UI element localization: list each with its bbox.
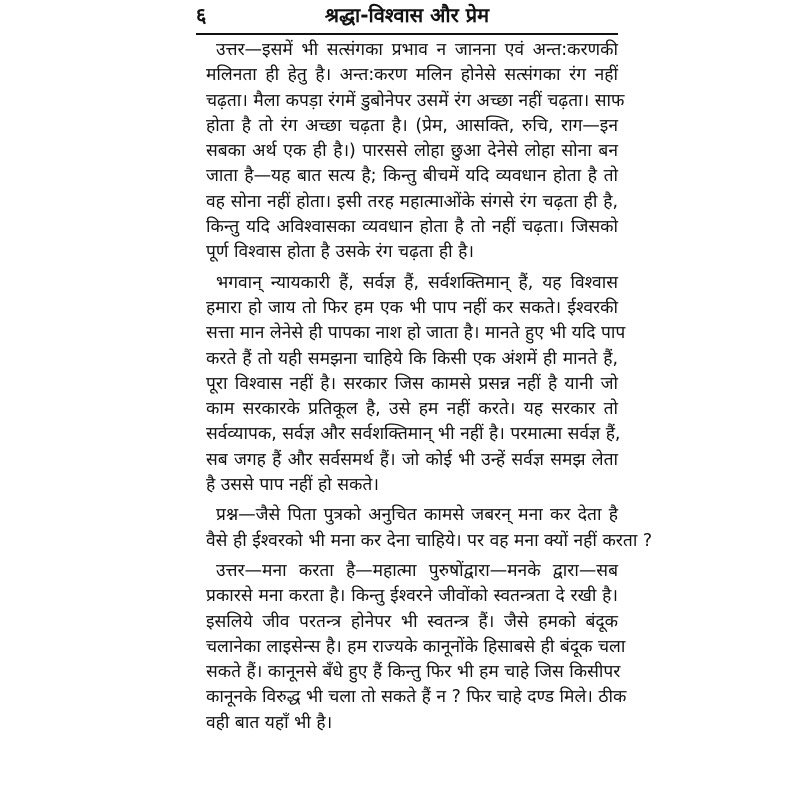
- text-line: सब जगह हैं और सर्वसमर्थ हैं। जो कोई भी उन्हें सर्वज्ञ समझ लेता: [206, 449, 618, 470]
- body-text: [196, 38, 653, 741]
- text-line: मलिनता ही हेतु है। अन्त:करण मलिन होनेसे सत्संगका रंग नहीं: [206, 65, 618, 86]
- text-line: उत्तर—मना करता है—महात्मा पुरुषोंद्वारा—मनके द्वारा—सब: [216, 560, 618, 581]
- text-line: करते हैं तो यही समझना चाहिये कि किसी एक अंशमें ही मानते हैं,: [206, 348, 618, 369]
- text-line: सकते हैं। कानूनसे बँधे हुए हैं किन्तु फिर भी हम चाहे जिस किसीपर: [206, 662, 621, 683]
- text-line: प्रश्न—जैसे पिता पुत्रको अनुचित कामसे जबरन् मना कर देता है: [216, 505, 618, 526]
- header-divider: [196, 33, 618, 35]
- text-line: इसलिये जीव परतन्त्र होनेपर भी स्वतन्त्र हैं। जैसे हमको बंदूक: [206, 611, 618, 632]
- paragraph-answer-1: [196, 38, 625, 266]
- text-line: कानूनके विरुद्ध भी चला तो सकते हैं न ? फिर चाहे दण्ड मिले। ठीक: [206, 687, 627, 708]
- text-line: जाता है—यह बात सत्य है; किन्तु बीचमें यदि व्यवधान होता है तो: [206, 166, 618, 187]
- page-header: [196, 2, 618, 32]
- text-line: पूर्ण विश्वास होता है उसके रंग चढ़ता ही है।: [206, 242, 474, 263]
- text-line: वैसे ही ईश्वरको भी मना कर देना चाहिये। पर वह मना क्यों नहीं करता ?: [206, 530, 653, 551]
- text-line: प्रकारसे मना करता है। किन्तु ईश्वरने जीवोंको स्वतन्त्रता दे रखी है।: [206, 586, 618, 607]
- text-line: वह सोना नहीं होता। इसी तरह महात्माओंके संगसे रंग चढ़ता ही है,: [206, 191, 618, 212]
- text-line: उत्तर—इसमें भी सत्संगका प्रभाव न जानना एवं अन्त:करणकी: [216, 40, 618, 60]
- text-line: वही बात यहाँ भी है।: [206, 712, 333, 733]
- paragraph-question: [196, 503, 653, 554]
- text-line: चढ़ता। मैला कपड़ा रंगमें डुबोनेपर उसमें रंग अच्छा नहीं चढ़ता। साफ: [206, 90, 625, 111]
- text-line: सबका अर्थ एक ही है।) पारससे लोहा छुआ देनेसे लोहा सोना बन: [206, 141, 618, 162]
- text-line: चलानेका लाइसेन्स है। हम राज्यके कानूनोंके हिसाबसे ही बंदूक चला: [206, 636, 626, 657]
- text-line: होता है तो रंग अच्छा चढ़ता है। (प्रेम, आसक्ति, रुचि, राग—इन: [206, 115, 618, 136]
- text-line: सत्ता मान लेनेसे ही पापका नाश हो जाता है। मानते हुए भी यदि पाप: [206, 323, 626, 344]
- text-line: है उससे पाप नहीं हो सकते।: [206, 475, 379, 496]
- text-line: किन्तु यदि अविश्वासका व्यवधान होता है तो नहीं चढ़ता। जिसको: [206, 217, 618, 238]
- text-line: भगवान् न्यायकारी हैं, सर्वज्ञ हैं, सर्वशक्तिमान् हैं, यह विश्वास: [216, 272, 618, 293]
- text-line: पूरा विश्वास नहीं है। सरकार जिस कामसे प्रसन्न नहीं है यानी जो: [206, 373, 618, 394]
- paragraph-faith: [196, 271, 626, 499]
- text-line: हमारा हो जाय तो फिर हम एक भी पाप नहीं कर सकते। ईश्वरकी: [206, 297, 618, 318]
- text-line: काम सरकारके प्रतिकूल है, उसे हम नहीं करते। यह सरकार तो: [206, 399, 618, 420]
- text-line: सर्वव्यापक, सर्वज्ञ और सर्वशक्तिमान् भी नहीं है। परमात्मा सर्वज्ञ हैं,: [206, 424, 621, 445]
- paragraph-answer-2: [196, 559, 627, 736]
- running-title: श्रद्धा-विश्वास और प्रेम: [324, 3, 490, 27]
- page-number: ६: [196, 3, 207, 27]
